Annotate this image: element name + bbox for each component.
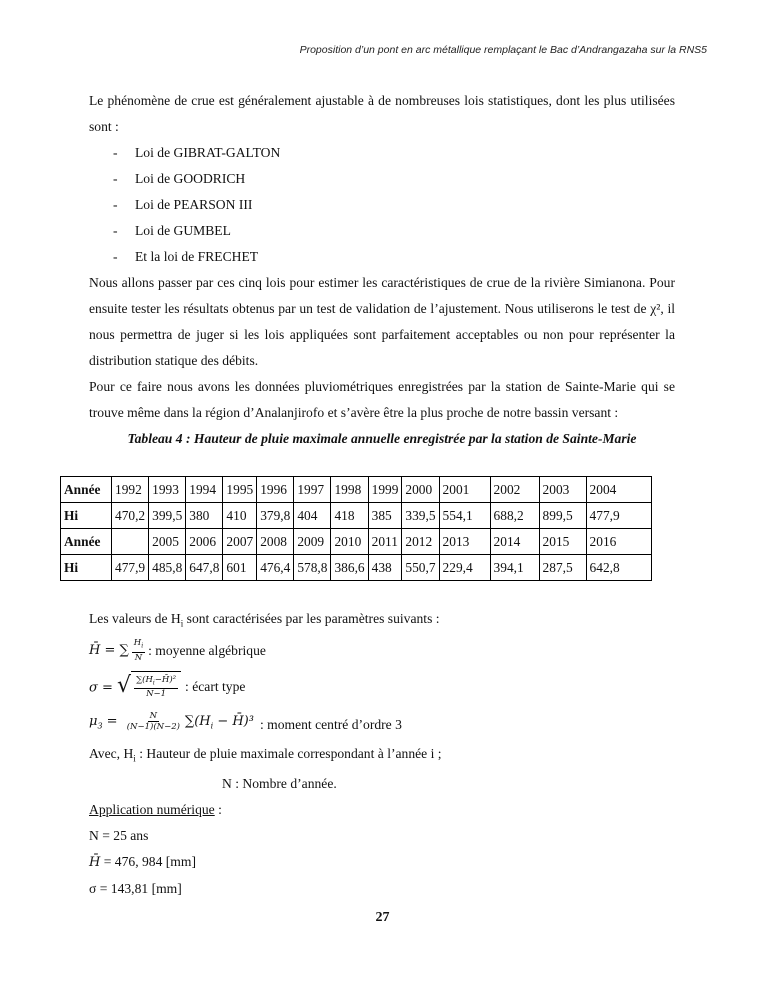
list-item: - Loi de PEARSON III	[113, 197, 253, 212]
laws-list	[89, 140, 675, 270]
params-intro: Les valeurs de $H_i$ sont caractérisées par les paramètres suivants :	[89, 611, 440, 629]
application-heading: Application numérique :	[89, 802, 222, 818]
method-paragraph: Nous allons passer par ces cinq lois pour estimer les caractéristiques de crue de la rivière Simianona. Pour ensuite tester les résultats obtenus par un test de validation de l’ajustement. Nous utiliserons le test de χ², il nous permettra de juger si les lois appliquées sont parfaitement acceptables ou non pour représenter la distribution statique des débits.	[89, 275, 675, 368]
page-number: 27	[375, 910, 390, 925]
intro-paragraph: Le phénomène de crue est généralement ajustable à de nombreuses lois statistiques, dont les plus utilisées sont :	[89, 93, 675, 134]
table-row: Hi 470,2 399,5 380 410 379,8 404 418 385 339,5 554,1 688,2 899,5 477,9	[61, 503, 652, 529]
list-item: - Et la loi de FRECHET	[113, 249, 259, 264]
parameters-section	[89, 606, 675, 902]
moment-equation: $\mu_3$ = $\frac{N}{(N-1)(N-2)}$ $\sum(H_i$ − H̄)³	[89, 711, 254, 733]
list-item: - Loi de GIBRAT-GALTON	[113, 145, 281, 160]
mean-equation: H̄ = ∑ $\frac{H_i}{N}$	[89, 637, 144, 663]
table-row: Année 1992 1993 1994 1995 1996 1997 1998 1999 2000 2001 2002 2003 2004	[61, 477, 652, 503]
moment-formula: $\mu_3$ = $\frac{N}{(N-1)(N-2)}$ $\sum(H_i$ − H̄)³ : moment centré d’ordre 3	[89, 709, 675, 741]
data-paragraph: Pour ce faire nous avons les données pluviométriques enregistrées par la station de Sainte-Marie qui se trouve même dans la région d’Analanjirofo et s’avère être la plus proche de notre bassin versant :	[89, 379, 675, 420]
rainfall-table	[60, 476, 652, 581]
definition-n: N : Nombre d’année.	[222, 776, 337, 792]
n-value: N = 25 ans	[89, 828, 149, 844]
list-item: - Loi de GOODRICH	[113, 171, 246, 186]
sigma-value: σ = 143,81 [mm]	[89, 881, 182, 897]
body-text	[89, 88, 675, 452]
stddev-formula: σ = √ $\frac{\sum(H_i-H̄)^2}{N-1}$ : écart type	[89, 669, 675, 705]
table-caption: Tableau 4 : Hauteur de pluie maximale annuelle enregistrée par la station de Sainte-Marie	[127, 431, 637, 446]
stddev-equation: σ = √ $\frac{\sum(H_i-H̄)^2}{N-1}$	[89, 671, 181, 702]
list-item: - Loi de GUMBEL	[113, 223, 231, 238]
table-row: Hi 477,9 485,8 647,8 601 476,4 578,8 386,6 438 550,7 229,4 394,1 287,5 642,8	[61, 555, 652, 581]
table-row: Année 2005 2006 2007 2008 2009 2010 2011 2012 2013 2014 2015 2016	[61, 529, 652, 555]
mean-value: H̄ = 476, 984 [mm]	[89, 854, 196, 871]
definition-hi: Avec, $H_i$ : Hauteur de pluie maximale correspondant à l’année i ;	[89, 745, 442, 764]
mean-formula: H̄ = ∑ $\frac{H_i}{N}$ : moyenne algébrique	[89, 637, 266, 663]
running-header: Proposition d’un pont en arc métallique remplaçant le Bac d’Andrangazaha sur la RNS5	[299, 44, 707, 56]
